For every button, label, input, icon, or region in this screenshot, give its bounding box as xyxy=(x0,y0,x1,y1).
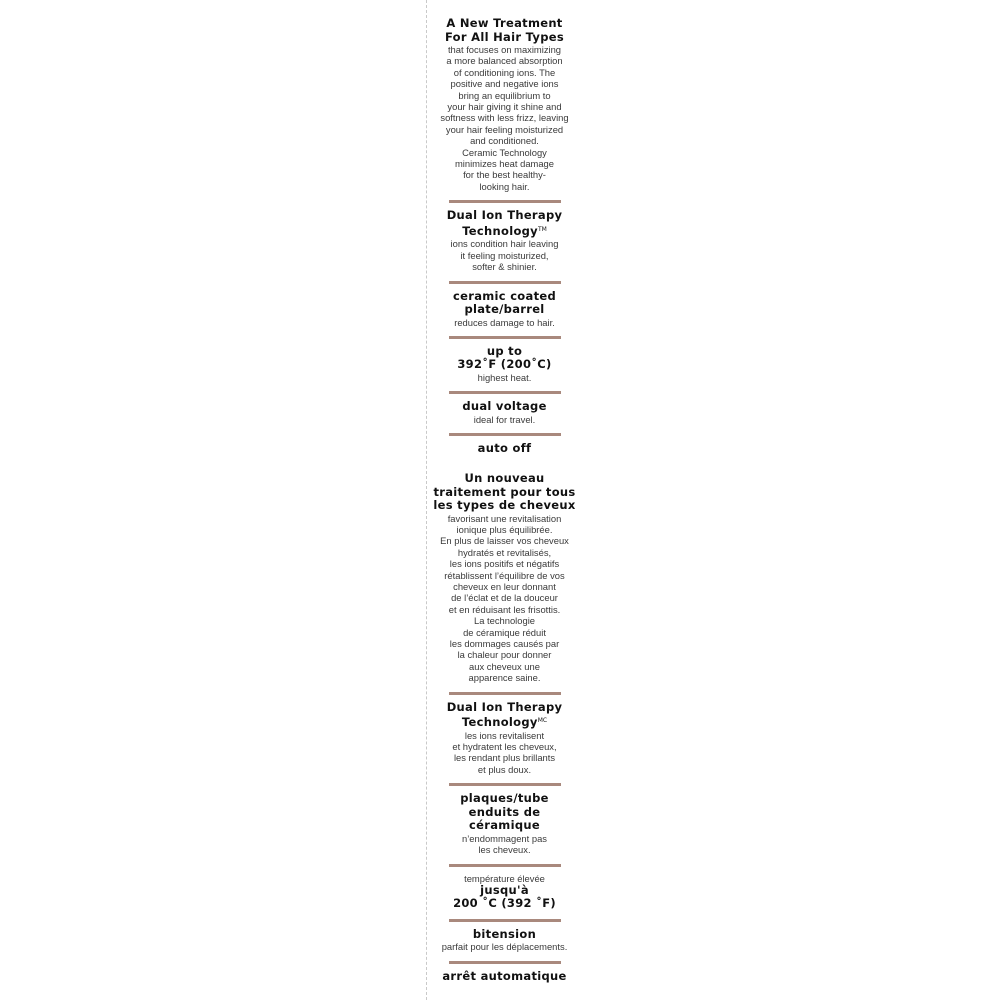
heat-heading: up to 392˚F (200˚C) xyxy=(457,343,552,372)
voltage-section-fr xyxy=(432,928,577,957)
trademark-mark: TM xyxy=(537,225,547,233)
divider xyxy=(449,864,561,867)
voltage-heading: dual voltage xyxy=(462,399,547,414)
heat-section-fr xyxy=(432,873,577,915)
intro-section xyxy=(432,17,577,196)
auto-off-heading-fr: arrêt automatique xyxy=(442,968,567,983)
voltage-heading-fr: bitension xyxy=(472,926,537,941)
intro-body-fr: favorisant une revitalisation ionique plus équilibrée. En plus de laisser vos cheveux hydratés et revitalisés, les ions positifs et négatifs rétablissent l’équilibre de vos cheveux en leur donnant de l’éclat et de la douceur et en réduisant les frisottis. La technologie de céramique réduit les dommages causés par la chaleur pour donner aux cheveux une apparence saine. xyxy=(440,512,569,684)
intro-section-fr xyxy=(432,472,577,688)
divider xyxy=(449,961,561,964)
divider xyxy=(449,433,561,436)
dual-ion-section-fr xyxy=(432,701,577,780)
dual-ion-section xyxy=(432,209,577,276)
heat-heading-fr: jusqu'à 200 ˚C (392 ˚F) xyxy=(453,882,556,911)
ceramic-body: reduces damage to hair. xyxy=(454,316,555,328)
divider xyxy=(449,919,561,922)
dual-ion-body-fr: les ions revitalisent et hydratent les cheveux, les rendant plus brillants et plus doux. xyxy=(452,729,557,775)
heat-section xyxy=(432,345,577,387)
divider xyxy=(449,692,561,695)
heat-pre-fr: température élevée xyxy=(464,872,545,884)
divider xyxy=(449,391,561,394)
divider xyxy=(449,783,561,786)
intro-heading-fr: Un nouveau traitement pour tous les types de cheveux xyxy=(433,471,576,512)
auto-off-section-fr xyxy=(432,970,577,988)
trademark-mark: MC xyxy=(537,717,548,725)
auto-off-heading: auto off xyxy=(477,441,532,456)
divider xyxy=(449,281,561,284)
intro-heading: A New Treatment For All Hair Types xyxy=(444,16,564,44)
divider xyxy=(449,200,561,203)
ceramic-section-fr xyxy=(432,792,577,859)
auto-off-section xyxy=(432,442,577,460)
dual-ion-heading: Dual Ion Therapy Technology™ xyxy=(446,208,563,238)
ceramic-heading-fr: plaques/tube enduits de céramique xyxy=(460,791,549,833)
fold-dashed-line xyxy=(426,0,427,1000)
dual-ion-body: ions condition hair leaving it feeling moisturized, softer & shinier. xyxy=(450,238,559,273)
dual-ion-heading-fr: Dual Ion Therapy Technology$^{MC}$ xyxy=(446,699,563,730)
ceramic-section xyxy=(432,290,577,332)
ceramic-heading: ceramic coated plate/barrel xyxy=(453,288,556,316)
voltage-body-fr: parfait pour les déplacements. xyxy=(441,941,568,953)
ceramic-body-fr: n’endommagent pas les cheveux. xyxy=(462,832,547,856)
heat-body: highest heat. xyxy=(477,371,532,383)
english-panel xyxy=(432,17,577,460)
voltage-body: ideal for travel. xyxy=(473,413,536,425)
intro-body: that focuses on maximizing a more balanced absorption of conditioning ions. The positive and negative ions bring an equilibrium to your hair giving it shine and softness with less frizz, leaving your hair feeling moisturized and conditioned. Ceramic Technology minimizes heat damage for the best healthy- looking hair. xyxy=(440,44,569,192)
divider xyxy=(449,336,561,339)
french-panel xyxy=(432,472,577,987)
voltage-section xyxy=(432,400,577,429)
